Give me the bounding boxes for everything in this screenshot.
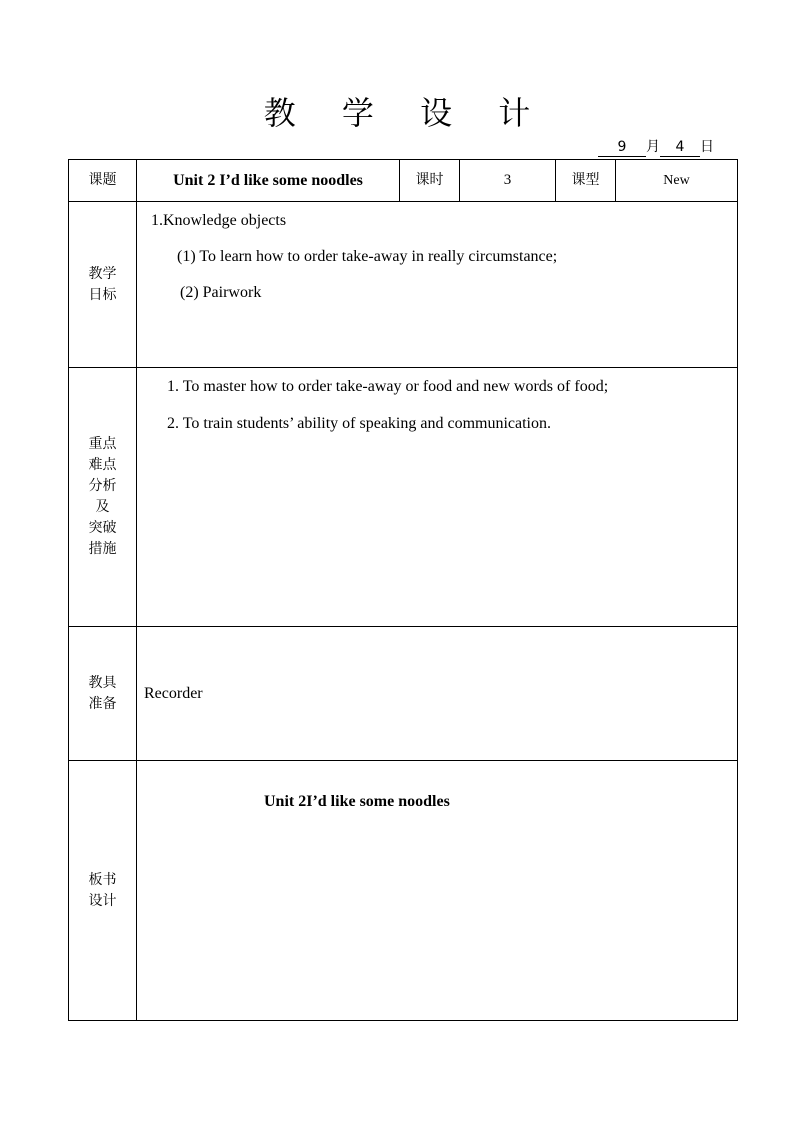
goals-label-cell	[69, 202, 137, 368]
topic-label-cell	[69, 160, 137, 202]
tools-row	[69, 627, 738, 761]
type-label: 课型	[571, 172, 600, 188]
goals-content-cell	[137, 202, 738, 368]
topic-row	[69, 160, 738, 202]
board-label-line: 板书	[88, 871, 117, 888]
topic-value: Unit 2 I’d like some noodles	[173, 171, 363, 189]
tools-label-line: 准备	[88, 695, 117, 712]
tools-content-cell	[137, 627, 738, 761]
goals-line: (1) To learn how to order take-away in really circumstance;	[177, 248, 558, 265]
board-content-cell	[137, 761, 738, 1021]
period-label-cell	[400, 160, 460, 202]
board-heading: Unit 2I’d like some noodles	[264, 793, 450, 810]
tools-value: Recorder	[144, 684, 203, 702]
goals-line: 1.Knowledge objects	[151, 212, 287, 229]
day-label: 日	[700, 139, 714, 155]
goals-label-line: 日标	[88, 286, 117, 303]
board-row	[69, 761, 738, 1021]
goals-label-line: 教学	[88, 265, 117, 282]
month-label: 月	[646, 139, 660, 155]
key-points-line: 2. To train students’ ability of speaking and communication.	[167, 415, 551, 432]
date-line	[598, 138, 714, 157]
board-label-cell	[69, 761, 137, 1021]
key-points-label-line: 突破	[88, 520, 117, 536]
tools-label-cell	[69, 627, 137, 761]
period-value-cell	[460, 160, 556, 202]
key-points-label-line: 分析	[88, 478, 117, 494]
type-label-cell	[556, 160, 616, 202]
topic-value-cell	[137, 160, 400, 202]
month-value: 9	[598, 138, 646, 157]
type-value-cell	[616, 160, 738, 202]
key-points-label-line: 难点	[88, 457, 117, 473]
tools-label-line: 教具	[88, 674, 117, 691]
period-value: 3	[503, 172, 512, 188]
type-value: New	[663, 172, 690, 188]
key-points-content-cell	[137, 368, 738, 627]
page-title: 教 学 设 计	[263, 94, 549, 132]
key-points-label-line: 重点	[88, 436, 117, 452]
key-points-label-line: 及	[95, 499, 110, 515]
lesson-plan-table	[68, 159, 738, 1021]
goals-line: (2) Pairwork	[180, 284, 262, 301]
topic-label: 课题	[88, 172, 117, 188]
day-value: 4	[660, 138, 700, 157]
key-points-label-cell	[69, 368, 137, 627]
key-points-label-line: 措施	[88, 541, 117, 557]
period-label: 课时	[415, 172, 444, 188]
key-points-line: 1. To master how to order take-away or food and new words of food;	[167, 378, 609, 395]
goals-row	[69, 202, 738, 368]
board-label-line: 设计	[88, 892, 117, 909]
key-points-row	[69, 368, 738, 627]
